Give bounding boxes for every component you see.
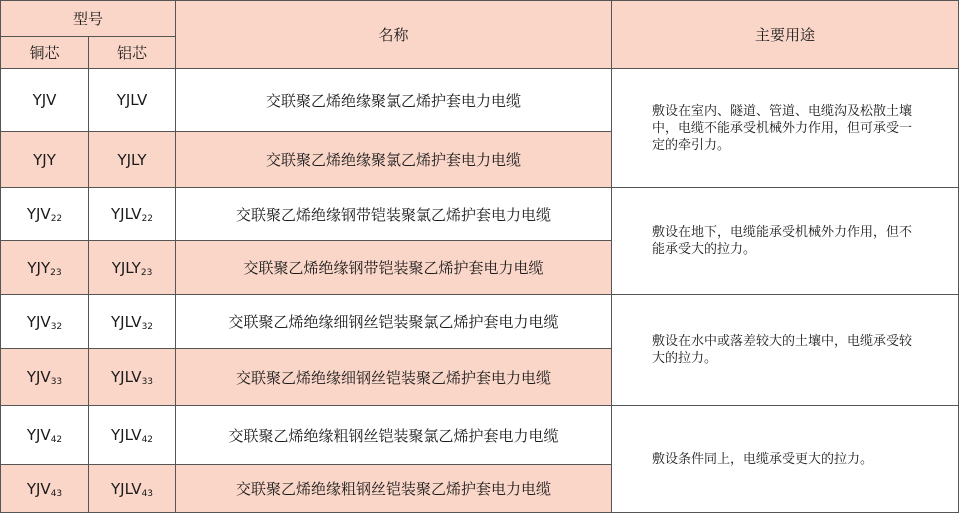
copper-code: YJY <box>27 258 51 277</box>
aluminum-code: YJLV <box>111 205 142 223</box>
aluminum-code-cell <box>89 188 176 241</box>
usage-description: 敷设在水中或落差较大的土壤中，电缆承受较大的拉力。 <box>612 295 959 406</box>
cable-name: 交联聚乙烯绝缘钢带铠装聚乙烯护套电力电缆 <box>176 241 612 295</box>
copper-code: YJV <box>26 205 51 223</box>
header-name: 名称 <box>176 1 612 69</box>
usage-description: 敷设在室内、隧道、管道、电缆沟及松散土壤中，电缆不能承受机械外力作用，但可承受一定的牵引力。 <box>612 69 959 188</box>
copper-code-cell <box>1 132 89 188</box>
cable-name: 交联聚乙烯绝缘粗钢丝铠装聚乙烯护套电力电缆 <box>176 465 612 513</box>
aluminum-code-cell <box>89 132 176 188</box>
aluminum-code: YJLV <box>116 91 148 109</box>
copper-code-cell <box>1 349 89 406</box>
copper-code-sub: 33 <box>50 377 63 387</box>
cable-name: 交联聚乙烯绝缘细钢丝铠装聚氯乙烯护套电力电缆 <box>176 295 612 349</box>
copper-code-cell <box>1 188 89 241</box>
copper-code-cell <box>1 69 89 132</box>
aluminum-code-cell <box>89 349 176 406</box>
copper-code-cell <box>1 465 89 513</box>
cable-name: 交联聚乙烯绝缘钢带铠装聚氯乙烯护套电力电缆 <box>176 188 612 241</box>
aluminum-code-sub: 42 <box>141 435 154 445</box>
copper-code-cell <box>1 241 89 295</box>
aluminum-code-cell <box>89 465 176 513</box>
cable-name: 交联聚乙烯绝缘聚氯乙烯护套电力电缆 <box>176 69 612 132</box>
copper-code-sub: 42 <box>50 435 63 445</box>
table-row <box>1 69 959 132</box>
copper-code-sub: 32 <box>50 321 63 332</box>
copper-code-sub: 22 <box>50 214 63 224</box>
header-model: 型号 <box>1 1 176 37</box>
table-row <box>1 295 959 349</box>
aluminum-code-cell <box>89 406 176 465</box>
aluminum-code-sub: 43 <box>141 488 154 499</box>
cable-name: 交联聚乙烯绝缘聚氯乙烯护套电力电缆 <box>176 132 612 188</box>
header-aluminum: 铝芯 <box>89 37 176 69</box>
header-copper: 铜芯 <box>1 37 89 69</box>
copper-code: YJV <box>26 426 51 444</box>
aluminum-code: YJLV <box>111 479 142 498</box>
aluminum-code-sub: 32 <box>141 321 154 332</box>
cable-name: 交联聚乙烯绝缘粗钢丝铠装聚氯乙烯护套电力电缆 <box>176 406 612 465</box>
header-usage: 主要用途 <box>612 1 959 69</box>
aluminum-code-sub: 33 <box>141 377 154 387</box>
aluminum-code-sub: 23 <box>140 267 153 278</box>
copper-code: YJV <box>26 368 51 386</box>
copper-code: YJY <box>33 150 56 169</box>
copper-code-sub: 43 <box>50 488 63 499</box>
aluminum-code-cell <box>89 295 176 349</box>
copper-code: YJV <box>32 91 57 109</box>
aluminum-code: YJLV <box>111 312 142 331</box>
header-row-1 <box>1 1 959 37</box>
aluminum-code-cell <box>89 241 176 295</box>
aluminum-code-sub: 22 <box>141 214 154 224</box>
aluminum-code: YJLY <box>117 150 147 169</box>
cable-name: 交联聚乙烯绝缘细钢丝铠装聚乙烯护套电力电缆 <box>176 349 612 406</box>
aluminum-code: YJLV <box>111 426 142 444</box>
copper-code-sub: 23 <box>50 267 62 278</box>
aluminum-code-cell <box>89 69 176 132</box>
copper-code-cell <box>1 295 89 349</box>
copper-code: YJV <box>26 312 51 331</box>
aluminum-code: YJLY <box>111 258 141 277</box>
usage-description: 敷设在地下，电缆能承受机械外力作用，但不能承受大的拉力。 <box>612 188 959 295</box>
aluminum-code: YJLV <box>111 368 142 386</box>
table-row <box>1 406 959 465</box>
table-row <box>1 188 959 241</box>
copper-code: YJV <box>26 479 51 498</box>
copper-code-cell <box>1 406 89 465</box>
usage-description: 敷设条件同上，电缆承受更大的拉力。 <box>612 406 959 513</box>
